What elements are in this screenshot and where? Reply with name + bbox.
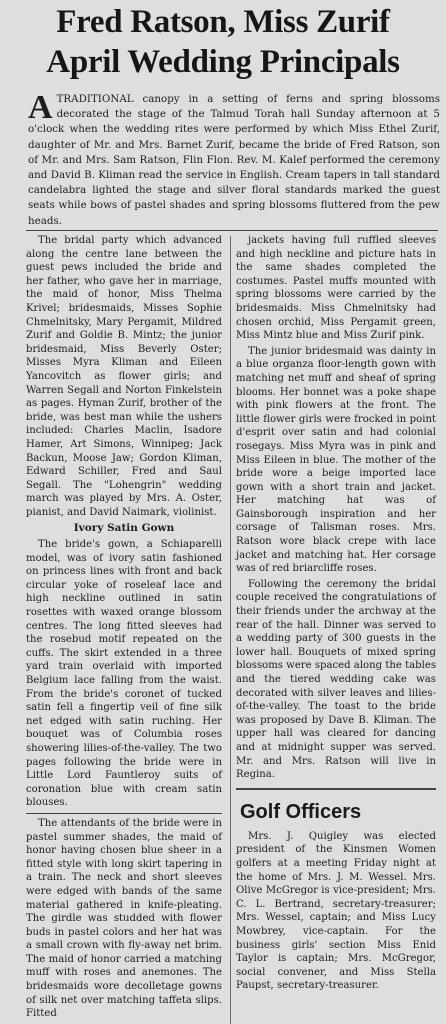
left-section-divider (26, 813, 222, 814)
left-column (26, 234, 222, 1023)
junior-bridesmaid-paragraph: The junior bridesmaid was dainty in a blue organza floor-length gown with matching net muff and sheaf of spring blooms. Her bonnet was a poke shape with pink flowers at the front. The little flower girls were frocked in point d'esprit over satin and had colonial rosegays. Miss Myra was in pink and Miss Eileen in blue. The mother of the bride wore a beige imported lace gown with a short train and jacket. Her matching hat was of Gainsborough inspiration and her corsage of Talisman roses. Mrs. Ratson wore black crepe with lace jacket and matching hat. Her corsage was of red briarcliffe roses. (236, 345, 436, 575)
golf-officers-heading: Golf Officers (240, 800, 362, 823)
headline-line-1: Fred Ratson, Miss Zurif (56, 4, 390, 40)
right-column (236, 234, 436, 995)
headline-line-2: April Wedding Principals (46, 44, 400, 80)
column-divider (230, 236, 231, 1024)
subhead-ivory-satin-gown: Ivory Satin Gown (73, 522, 175, 535)
golf-officers-paragraph: Mrs. J. Quigley was elected president of the Kinsmen Women golfers at a meeting Friday night at the home of Mrs. J. M. Wessel. Mrs. Olive McGregor is vice-president; Mrs. C. L. Bertrand, secretary-treasurer; Mrs. Wessel, captain; and Miss Lucy Mowbrey, vice-captain. For the business girls' section Miss Enid Taylor is captain; Mrs. McGregor, social convener, and Miss Stella Paupst, secretary-treasurer. (236, 830, 436, 992)
attendants-paragraph: The attendants of the bride were in pastel summer shades, the maid of honor having chosen blue sheer in a fitted style with long skirt tapering in a train. The neck and short sleeves were edged with bands of the same material gathered in knife-pleating. The girdle was studded with flower buds in pastel colors and her hat was a small crown with fly-away net brim. The maid of honor carried a matching muff with roses and anemones. The bridesmaids wore decolletage gowns of silk net over matching taffeta slips. Fitted (26, 817, 222, 1020)
lead-paragraph (28, 89, 440, 229)
costumes-paragraph: jackets having full ruffled sleeves and high neckline and picture hats in the same shades completed the costumes. Pastel muffs mounted with spring blossoms were carried by the bridesmaids. Miss Chmelnitsky had chosen orchid, Miss Pergamit green, Miss Mintz blue and Miss Zurif pink. (236, 235, 436, 342)
golf-section-divider (236, 788, 436, 790)
lead-text: TRADITIONAL canopy in a setting of ferns and spring blossoms decorated the stage of the Talmud Torah hall Sunday afternoon at 5 o'clock when the wedding rites were performed by which Miss Ethel Zurif, daughter of Mr. and Mrs. Barnet Zurif, became the bride of Fred Ratson, son of Mr. and Mrs. Sam Ratson, Flin Flon. Rev. M. Kalef performed the ceremony and David B. Kliman read the service in English. Cream tapers in tall standard candelabra lighted the stage and silver floral standards marked the guest seats while bows of pastel shades and spring blossoms fluttered from the pew heads. (28, 93, 440, 227)
lead-divider (26, 230, 438, 231)
drop-cap: A (28, 89, 53, 126)
bridal-party-paragraph: The bridal party which advanced along the centre lane between the guest pews included the bride and her father, who gave her in marriage, the maid of honor, Miss Thelma Krivel; bridesmaids, Misses Sophie Chmelnitsky, Mary Pergamit, Mildred Zurif and Goldie B. Mintz; the junior bridesmaid, Miss Beverly Oster; Misses Myra Kliman and Eileen Yancovitch as flower girls; and Warren Segall and Norton Finkelstein as pages. Hyman Zurif, brother of the bride, was best man while the ushers included: Charles Maclin, Isadore Hamer, Art Simons, Winnipeg; Jack Backun, Moose Jaw; Gordon Kliman, Edward Schiller, Fred and Saul Segall. The "Lohengrin" wedding march was played by Mrs. A. Oster, pianist, and David Naimark, violinist. (26, 235, 222, 518)
reception-paragraph: Following the ceremony the bridal couple received the congratulations of their friends under the archway at the rear of the hall. Dinner was served to a wedding party of 300 guests in the lower hall. Bouquets of mixed spring blossoms were spaced along the tables and the tiered wedding cake was decorated with silver leaves and lilies-of-the-valley. The toast to the bride was proposed by Dave B. Kliman. The upper hall was cleared for dancing and at midnight supper was served. Mr. and Mrs. Ratson will live in Regina. (236, 578, 436, 781)
gown-paragraph: The bride's gown, a Schiaparelli model, was of ivory satin fashioned on princess lines with front and back circular yoke of roseleaf lace and high neckline outlined in satin rosettes with waxed orange blossom centres. The long fitted sleeves had the rosebud motif repeated on the cuffs. The skirt extended in a three yard train overlaid with imported Belgium lace falling from the waist. From the bride's coronet of tucked satin fell a fingertip veil of fine silk net edged with satin ruching. Her bouquet was of Columbia roses showering lilies-of-the-valley. The two pages following the bride were in Little Lord Fauntleroy suits of coronation blue with cream satin blouses. (26, 539, 222, 809)
